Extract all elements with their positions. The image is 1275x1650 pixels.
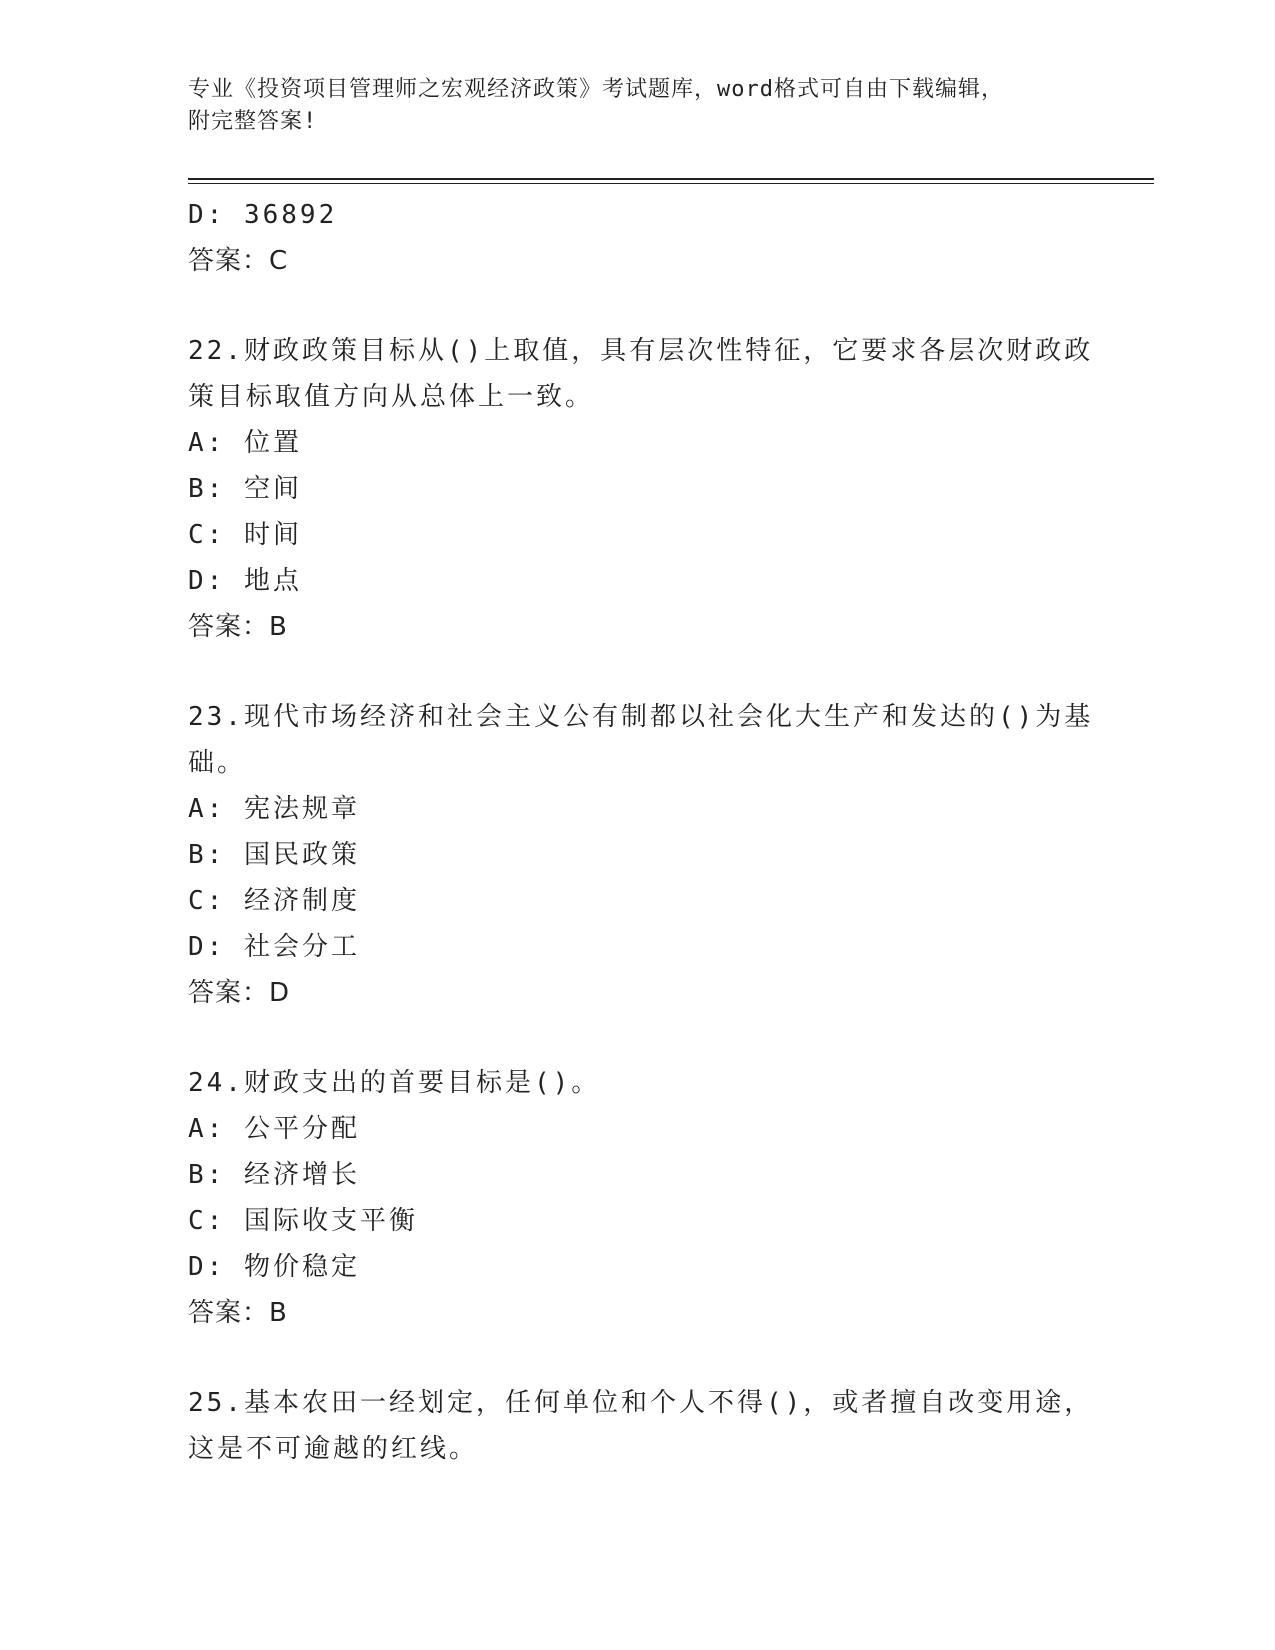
option-b: B: 经济增长 bbox=[188, 1160, 360, 1190]
option-c: C: 时间 bbox=[188, 520, 302, 550]
option-a: A: 位置 bbox=[188, 428, 302, 458]
answer-line: 答案：B bbox=[188, 1298, 288, 1328]
answer-line: 答案：C bbox=[188, 246, 289, 276]
header-line-2: 附完整答案! bbox=[188, 109, 318, 134]
question-23 bbox=[188, 694, 1094, 1016]
option-d: D: 36892 bbox=[188, 200, 338, 230]
header-divider-thin bbox=[188, 183, 1154, 184]
answer-line: 答案：B bbox=[188, 612, 288, 642]
header-line-1: 专业《投资项目管理师之宏观经济政策》考试题库，word格式可自由下载编辑， bbox=[188, 77, 1004, 102]
question-25 bbox=[188, 1380, 1094, 1472]
question-stem-line: 策目标取值方向从总体上一致。 bbox=[188, 382, 595, 412]
question-stem-line: 25.基本农田一经划定，任何单位和个人不得()，或者擅自改变用途， bbox=[188, 1388, 1094, 1418]
question-stem-line: 22.财政政策目标从()上取值，具有层次性特征，它要求各层次财政政 bbox=[188, 336, 1094, 366]
question-24 bbox=[188, 1060, 1088, 1336]
question-21-tail bbox=[188, 192, 1088, 284]
option-a: A: 公平分配 bbox=[188, 1114, 360, 1144]
header-divider-thick bbox=[188, 178, 1154, 180]
option-d: D: 社会分工 bbox=[188, 932, 360, 962]
option-a: A: 宪法规章 bbox=[188, 794, 360, 824]
option-d: D: 地点 bbox=[188, 566, 302, 596]
page-header bbox=[188, 74, 1088, 138]
question-stem-line: 础。 bbox=[188, 748, 247, 778]
option-b: B: 空间 bbox=[188, 474, 302, 504]
question-stem-line: 这是不可逾越的红线。 bbox=[188, 1434, 479, 1464]
option-b: B: 国民政策 bbox=[188, 840, 360, 870]
question-stem-line: 23.现代市场经济和社会主义公有制都以社会化大生产和发达的()为基 bbox=[188, 702, 1094, 732]
question-stem-line: 24.财政支出的首要目标是()。 bbox=[188, 1068, 601, 1098]
option-d: D: 物价稳定 bbox=[188, 1252, 360, 1282]
option-c: C: 国际收支平衡 bbox=[188, 1206, 418, 1236]
option-c: C: 经济制度 bbox=[188, 886, 360, 916]
answer-line: 答案：D bbox=[188, 978, 291, 1008]
question-22 bbox=[188, 328, 1094, 650]
document-body bbox=[188, 192, 1094, 1472]
